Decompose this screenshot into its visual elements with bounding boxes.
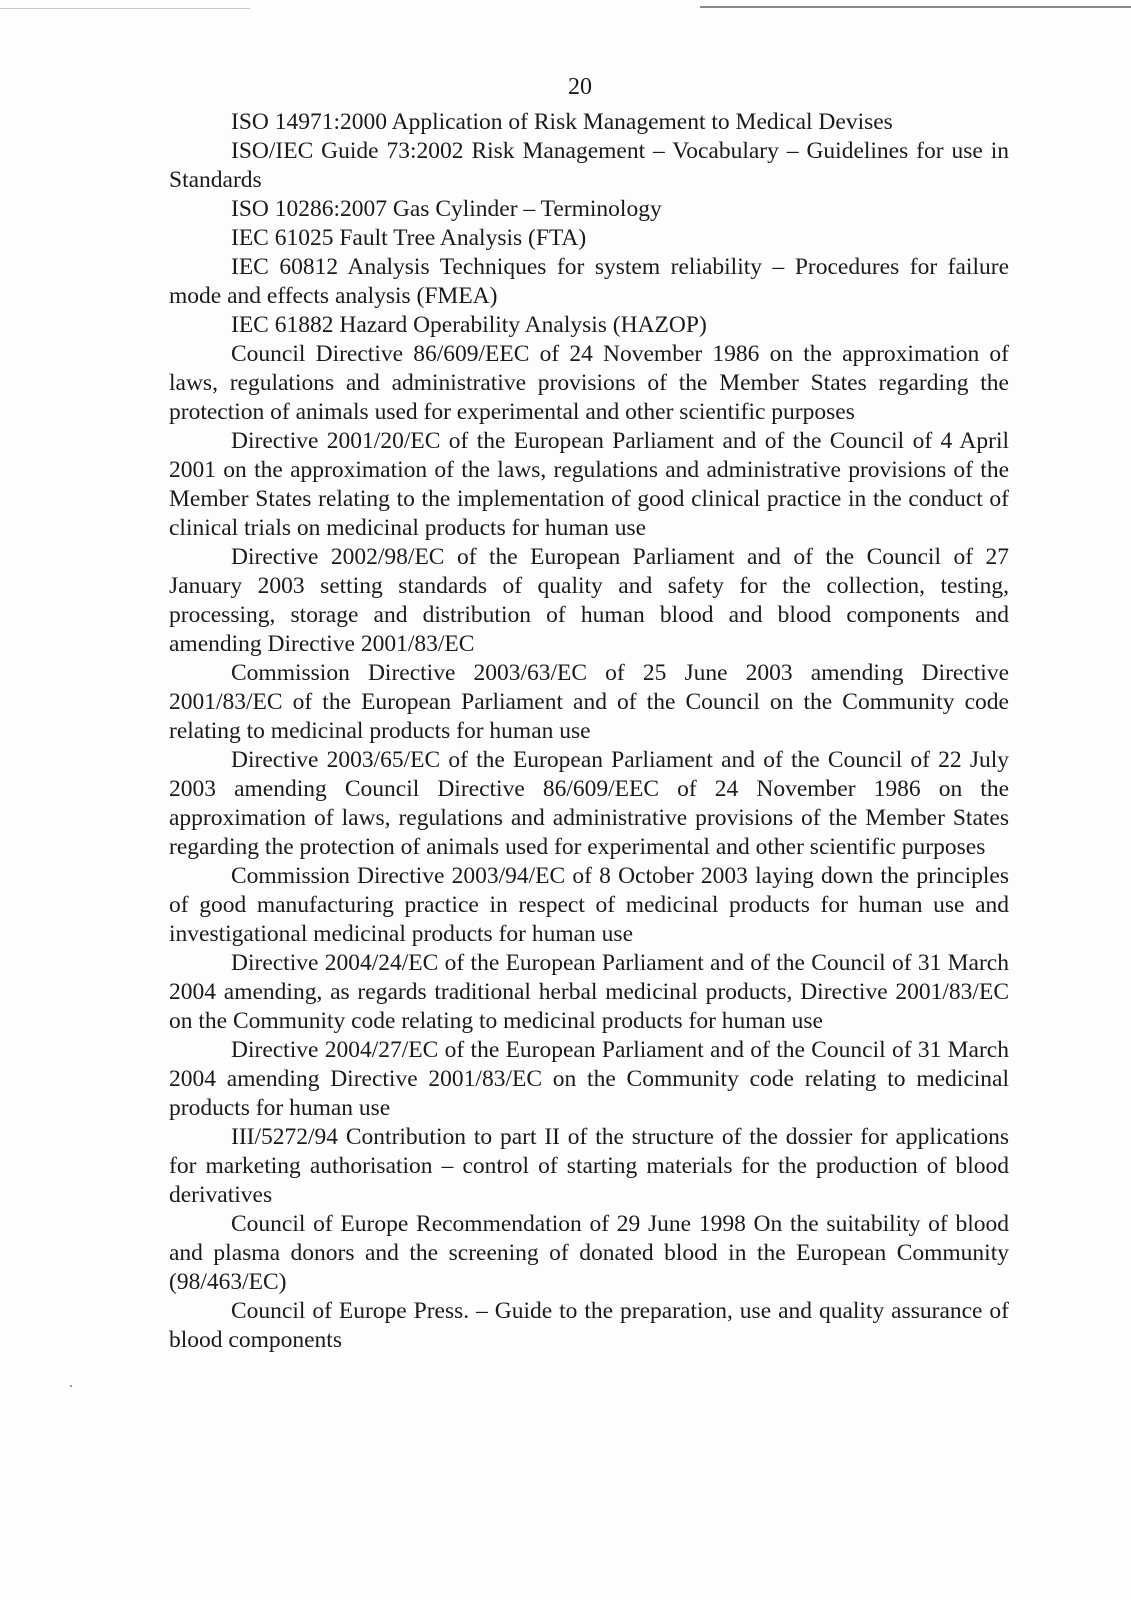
reference-item: III/5272/94 Contribution to part II of the structure of the dossier for applications for marketing authorisation – control of starting materials for the production of blood derivatives <box>169 1124 1009 1208</box>
reference-item: Directive 2003/65/EC of the European Parliament and of the Council of 22 July 2003 amending Council Directive 86/609/EEC of 24 November 1986 on the approximation of laws, regulations and administrative provisions of the Member States regarding the protection of animals used for experimental and other scientific purposes <box>169 747 1009 860</box>
scan-speck <box>70 1385 72 1387</box>
reference-item: Council of Europe Recommendation of 29 June 1998 On the suitability of blood and plasma donors and the screening of donated blood in the European Community (98/463/EC) <box>169 1211 1009 1295</box>
top-rule <box>700 6 1131 8</box>
reference-item: Council of Europe Press. – Guide to the preparation, use and quality assurance of blood components <box>169 1298 1009 1353</box>
reference-item: Directive 2004/24/EC of the European Parliament and of the Council of 31 March 2004 amending, as regards traditional herbal medicinal products, Directive 2001/83/EC on the Community code relating to medicinal products for human use <box>169 950 1009 1034</box>
reference-item: ISO 14971:2000 Application of Risk Management to Medical Devises <box>231 109 893 135</box>
page-number: 20 <box>568 74 592 100</box>
scan-edge-line <box>0 8 250 9</box>
reference-item: ISO 10286:2007 Gas Cylinder – Terminology <box>231 196 662 222</box>
reference-item: Directive 2001/20/EC of the European Parliament and of the Council of 4 April 2001 on the approximation of the laws, regulations and administrative provisions of the Member States relating to the implementation of good clinical practice in the conduct of clinical trials on medicinal products for human use <box>169 428 1009 541</box>
reference-item: IEC 60812 Analysis Techniques for system reliability – Procedures for failure mode and effects analysis (FMEA) <box>169 254 1009 309</box>
reference-item: ISO/IEC Guide 73:2002 Risk Management – Vocabulary – Guidelines for use in Standards <box>169 138 1009 193</box>
reference-list <box>169 108 1009 1355</box>
reference-item: Directive 2004/27/EC of the European Parliament and of the Council of 31 March 2004 amending Directive 2001/83/EC on the Community code relating to medicinal products for human use <box>169 1037 1009 1121</box>
reference-item: Commission Directive 2003/63/EC of 25 June 2003 amending Directive 2001/83/EC of the European Parliament and of the Council on the Community code relating to medicinal products for human use <box>169 660 1009 744</box>
reference-item: Commission Directive 2003/94/EC of 8 October 2003 laying down the principles of good manufacturing practice in respect of medicinal products for human use and investigational medicinal products for human use <box>169 863 1009 947</box>
reference-item: IEC 61025 Fault Tree Analysis (FTA) <box>231 225 587 251</box>
reference-item: IEC 61882 Hazard Operability Analysis (HAZOP) <box>231 312 707 338</box>
reference-item: Council Directive 86/609/EEC of 24 November 1986 on the approximation of laws, regulations and administrative provisions of the Member States regarding the protection of animals used for experimental and other scientific purposes <box>169 341 1009 425</box>
reference-item: Directive 2002/98/EC of the European Parliament and of the Council of 27 January 2003 setting standards of quality and safety for the collection, testing, processing, storage and distribution of human blood and blood components and amending Directive 2001/83/EC <box>169 544 1009 657</box>
